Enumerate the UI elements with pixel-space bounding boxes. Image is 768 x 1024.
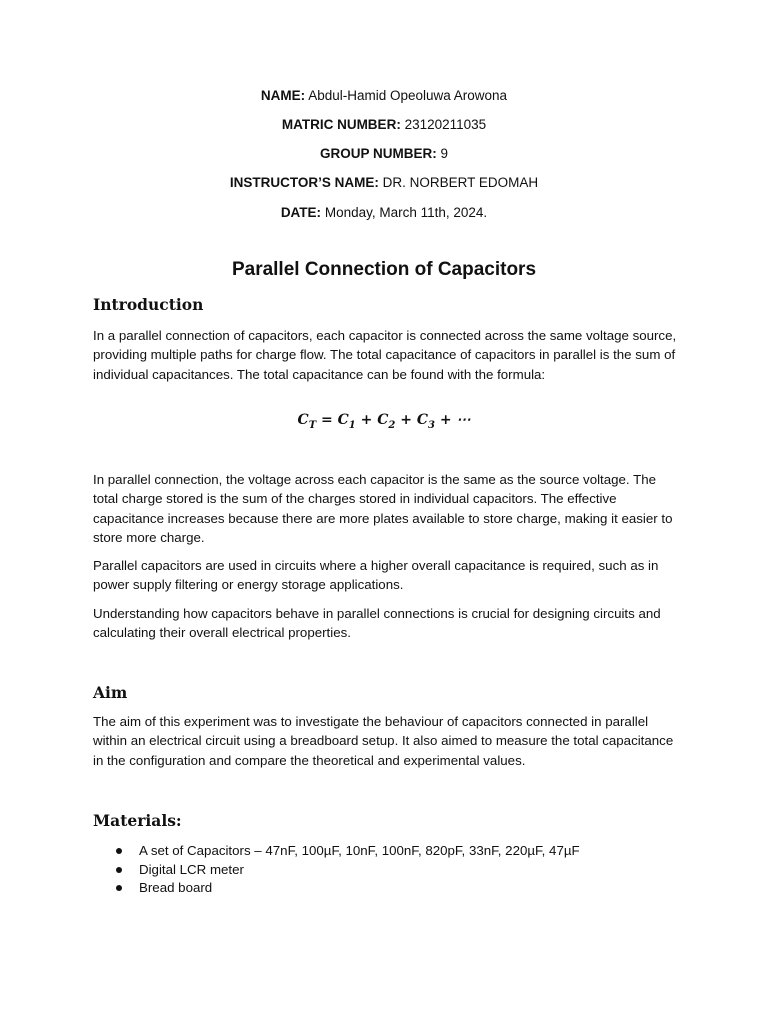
group-line (0, 146, 768, 161)
date-line (0, 205, 768, 220)
introduction-paragraph-4: Understanding how capacitors behave in parallel connections is crucial for designing circuits and calculating their overall electrical properties. (93, 606, 661, 641)
introduction-heading: Introduction (93, 295, 204, 314)
formula-term-3: C (416, 412, 428, 428)
formula-plus-2: + (395, 412, 417, 428)
formula-term-1: C (337, 412, 349, 428)
introduction-paragraph-3: Parallel capacitors are used in circuits where a higher overall capacitance is required, such as in power supply filtering or energy storage applications. (93, 558, 659, 593)
name-line (0, 88, 768, 103)
formula-lhs: C (297, 412, 309, 428)
formula-lhs-subscript: T (308, 419, 317, 431)
matric-value: 23120211035 (404, 117, 487, 132)
formula-term-3-subscript: 3 (428, 419, 435, 431)
instructor-line (0, 175, 768, 190)
introduction-paragraph-2: In parallel connection, the voltage across each capacitor is the same as the source voltage. The total charge stored is the sum of the charges stored in individual capacitors. The effective capacitance increases because there are more plates available to store charge, making it easier to store more charge. (93, 472, 673, 545)
matric-label: MATRIC NUMBER: (281, 117, 401, 132)
total-capacitance-formula (0, 412, 768, 431)
aim-heading: Aim (93, 683, 128, 702)
materials-item-breadboard: Bread board (139, 880, 213, 895)
introduction-paragraph-1: In a parallel connection of capacitors, each capacitor is connected across the same voltage source, providing multiple paths for charge flow. The total capacitance of capacitors in parallel is the sum of individual capacitances. The total capacitance can be found with the formula: (93, 328, 677, 382)
aim-paragraph: The aim of this experiment was to investigate the behaviour of capacitors connected in parallel within an electrical circuit using a breadboard setup. It also aimed to measure the total capacitance in the configuration and compare the theoretical and experimental values. (93, 714, 674, 768)
materials-heading: Materials: (93, 811, 182, 830)
list-item (116, 879, 580, 898)
name-value: Abdul-Hamid Opeoluwa Arowona (308, 88, 508, 103)
formula-plus-1: + (355, 412, 378, 428)
instructor-value: DR. NORBERT EDOMAH (382, 175, 539, 190)
group-label: GROUP NUMBER: (319, 146, 437, 161)
matric-line (0, 117, 768, 132)
formula-equals: = (316, 412, 338, 428)
bullet-icon (116, 867, 122, 873)
list-item (116, 842, 580, 861)
bullet-icon (116, 848, 122, 854)
date-label: DATE: (280, 205, 322, 220)
instructor-label: INSTRUCTOR’S NAME: (229, 175, 379, 190)
materials-item-capacitors: A set of Capacitors – 47nF, 100µF, 10nF, 100nF, 820pF, 33nF, 220µF, 47µF (139, 843, 580, 858)
materials-item-lcr-meter: Digital LCR meter (139, 861, 244, 877)
date-value: Monday, March 11th, 2024. (324, 205, 488, 220)
page-title: Parallel Connection of Capacitors (231, 259, 537, 280)
bullet-icon (116, 885, 122, 891)
formula-tail: + ⋯ (434, 412, 471, 428)
formula-term-1-subscript: 1 (348, 419, 356, 431)
materials-list (116, 842, 580, 898)
formula-term-2: C (377, 412, 389, 428)
formula-term-2-subscript: 2 (388, 419, 396, 431)
list-item (116, 861, 580, 880)
group-value: 9 (440, 146, 449, 161)
name-label: NAME: (260, 88, 306, 103)
